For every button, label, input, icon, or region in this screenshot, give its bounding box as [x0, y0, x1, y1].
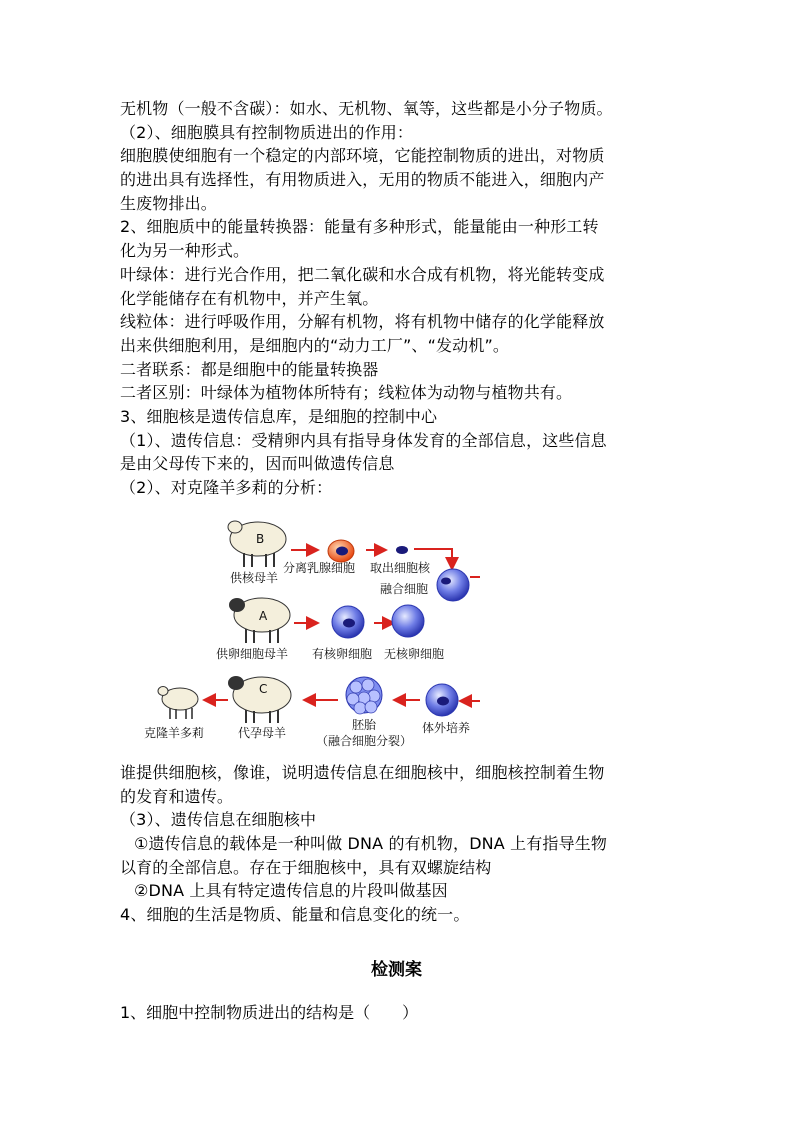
text-line: 二者联系：都是细胞中的能量转换器: [120, 359, 379, 379]
cloning-diagram: [144, 515, 480, 747]
question-line: 1、细胞中控制物质进出的结构是（ ）: [120, 1003, 419, 1022]
sheep-c-icon: [228, 676, 291, 723]
text-line: ②DNA 上具有特定遗传信息的片段叫做基因: [134, 881, 448, 901]
cloning-diagram-svg: [144, 515, 480, 747]
text-line: 4、细胞的生活是物质、能量和信息变化的统一。: [120, 905, 470, 925]
section-heading: 检测案: [371, 960, 422, 980]
text-line: 是由父母传下来的，因而叫做遗传信息: [120, 454, 395, 474]
text-line: 3、细胞核是遗传信息库，是细胞的控制中心: [120, 406, 438, 426]
label-embryo: 胚胎: [352, 718, 377, 732]
label-surrogate: 代孕母羊: [238, 726, 287, 740]
sheep-c-letter: C: [259, 682, 268, 696]
clone-sheep-icon: [158, 687, 198, 720]
mammary-cell-icon: [328, 540, 354, 562]
label-separate-cell: 分离乳腺细胞: [283, 561, 356, 575]
label-extract-nucleus: 取出细胞核: [370, 561, 431, 575]
label-donor-egg: 供卵细胞母羊: [216, 647, 289, 661]
sheep-a-icon: [229, 598, 290, 643]
sheep-b-letter: B: [256, 532, 265, 546]
text-line: 化学能储存在有机物中，并产生氧。: [120, 288, 379, 308]
text-line: 以育的全部信息。存在于细胞核中，具有双螺旋结构: [120, 857, 492, 877]
sheep-a-letter: A: [259, 609, 268, 623]
nucleus-icon: [396, 546, 408, 554]
enucleated-egg-icon: [392, 605, 424, 637]
text-line: 2、细胞质中的能量转换器：能量有多种形式，能量能由一种形工转: [120, 217, 599, 237]
label-donor-nucleus: 供核母羊: [230, 571, 279, 585]
text-line: 的发育和遗传。: [120, 786, 234, 806]
text-line: （1）、遗传信息：受精卵内具有指导身体发育的全部信息，这些信息: [120, 430, 607, 450]
label-fused-cell: 融合细胞: [380, 582, 429, 596]
text-line: 生废物排出。: [120, 193, 217, 213]
fused-cell-icon: [437, 569, 469, 601]
body-text-block-1: [120, 97, 680, 500]
text-line: 谁提供细胞核，像谁，说明遗传信息在细胞核中，细胞核控制着生物: [120, 763, 605, 782]
label-in-vitro: 体外培养: [422, 721, 471, 735]
label-nucleated-egg: 有核卵细胞: [312, 647, 373, 661]
embryo-icon: [346, 677, 382, 714]
text-line: （2）、对克隆羊多莉的分析：: [120, 478, 333, 497]
text-line: 的进出具有选择性，有用物质进入，无用的物质不能进入，细胞内产: [120, 170, 605, 190]
label-clone: 克隆羊多莉: [144, 726, 205, 740]
text-line: （2）、细胞膜具有控制物质进出的作用：: [120, 122, 414, 142]
nucleated-egg-icon: [332, 606, 364, 638]
text-line: 二者区别：叶绿体为植物体所特有；线粒体为动物与植物共有。: [120, 383, 573, 403]
label-embryo-note: （融合细胞分裂）: [316, 734, 413, 747]
text-line: （3）、遗传信息在细胞核中: [120, 810, 317, 830]
text-line: 无机物（一般不含碳）：如水、无机物、氧等，这些都是小分子物质。: [120, 99, 613, 118]
text-line: 出来供细胞利用，是细胞内的“动力工厂”、“发动机”。: [120, 335, 510, 355]
label-enucleated-egg: 无核卵细胞: [384, 647, 445, 661]
sheep-b-icon: [228, 521, 286, 567]
text-line: 化为另一种形式。: [120, 241, 250, 261]
text-line: ①遗传信息的载体是一种叫做 DNA 的有机物，DNA 上有指导生物: [134, 834, 608, 854]
text-line: 叶绿体：进行光合作用，把二氧化碳和水合成有机物，将光能转变成: [120, 264, 605, 284]
body-text-block-2: [120, 761, 680, 927]
in-vitro-cell-icon: [426, 684, 458, 716]
text-line: 细胞膜使细胞有一个稳定的内部环境，它能控制物质的进出，对物质: [120, 146, 605, 166]
text-line: 线粒体：进行呼吸作用，分解有机物，将有机物中储存的化学能释放: [120, 312, 605, 332]
